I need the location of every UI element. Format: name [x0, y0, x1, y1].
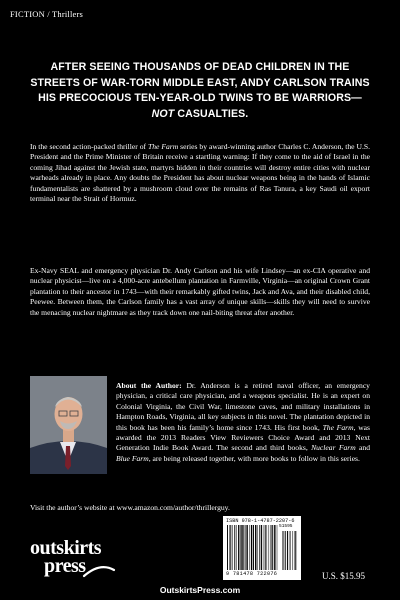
tagline-end: CASUALTIES. — [174, 107, 249, 120]
tagline-text: AFTER SEEING THOUSANDS OF DEAD CHILDREN IN THE STREETS OF WAR-TORN MIDDLE EAST, ANDY CARLSON TRAINS HIS PRECOCIOUS TEN-YEAR-OLD TWINS TO BE WARRIORS— — [30, 61, 370, 104]
about-text: and — [355, 443, 370, 453]
addon-bar — [283, 531, 284, 570]
price-addon-code: 51595 — [279, 524, 293, 529]
barcode-bar — [253, 525, 254, 570]
tagline-emphasis: NOT — [151, 107, 175, 120]
barcode-bar — [236, 525, 237, 570]
barcode-bar — [249, 525, 250, 570]
barcode-bar — [243, 525, 244, 570]
about-label: About the Author: — [116, 381, 182, 390]
barcode-bar — [272, 525, 273, 570]
category-label: FICTION / Thrillers — [10, 9, 84, 19]
about-text: , was awarded the 2013 Readers View Reviewers Choice Award and 2013 Next Generation Indie Book Award. The second and third books, — [116, 422, 371, 453]
price: U.S. $15.95 — [322, 571, 366, 581]
synopsis-paragraph-1 — [30, 142, 370, 204]
barcode-bar — [238, 525, 239, 570]
isbn-barcode — [223, 516, 301, 580]
author-photo — [30, 376, 107, 474]
barcode-bar — [265, 525, 266, 570]
about-the-author — [116, 381, 370, 464]
logo-text-line1: outskirts — [30, 537, 102, 559]
addon-bar — [289, 531, 290, 570]
isbn-text: ISBN 978-1-4787-2207-6 — [226, 518, 295, 524]
logo-text-line2: press — [44, 555, 86, 577]
barcode-bar — [277, 525, 278, 570]
synopsis-text: series by award-winning author Charles C. Anderson, the U.S. President and the Prime Minister of Britain receive a startling warning: If they come to the aid of Israel in the coming Jihad against the Jewish state, martyrs hidden in their countries will destroy entire cities with nuclear warheads already in place. Any doubts the President has about nuclear weapons being in the hands of Islamic fundamentalists are shattered by a mushroom cloud over the remains of Ras Tanura, a key Saudi oil export terminal near the Strait of Hormuz. — [30, 142, 370, 204]
barcode-bar — [246, 525, 247, 570]
barcode-bar — [227, 525, 228, 570]
barcode-bar — [229, 525, 230, 570]
addon-bar — [287, 531, 288, 570]
publisher-url: OutskirtsPress.com — [159, 585, 241, 595]
barcode-bar — [274, 525, 275, 570]
barcode-bar — [267, 525, 268, 570]
barcode-bar — [257, 525, 258, 570]
book-title: Nuclear Farm — [311, 443, 356, 453]
barcode-bar — [245, 525, 246, 570]
barcode-bar — [234, 525, 235, 570]
addon-bar — [295, 531, 296, 570]
book-title: Blue Farm — [116, 453, 149, 463]
series-title: The Farm — [147, 142, 179, 151]
barcode-bar — [232, 525, 233, 570]
barcode-bar — [269, 525, 270, 570]
ean-number: 9 781478 722076 — [226, 571, 278, 577]
barcode-bar — [259, 525, 260, 570]
publisher-logo — [30, 538, 120, 588]
book-title: The Farm — [322, 422, 354, 432]
barcode-bar — [255, 525, 256, 570]
barcode-bar — [241, 525, 242, 570]
barcode-bar — [230, 525, 231, 570]
barcode-bar — [271, 525, 272, 570]
synopsis-text: In the second action-packed thriller of — [30, 142, 148, 151]
about-text: , are being released together, with more books to follow in this series. — [148, 453, 360, 463]
synopsis-paragraph-2: Ex-Navy SEAL and emergency physician Dr. Andy Carlson and his wife Lindsey—an ex-CIA operative and nuclear physicist—live on a 4,000-acre antebellum plantation in Farmville, Virginia—an original Crown Grant plantation to their ancestor in 1743—with their remarkably gifted twins, Jack and Ava, and their disabled child, Peewee. Between them, the Carlson family has a vast array of unique skills—skills they will need to survive the menacing nuclear nightmare as they track down one nail-biting threat after another. — [30, 266, 370, 317]
barcode-bars — [226, 525, 298, 570]
addon-bar — [292, 531, 293, 570]
author-portrait-image — [30, 376, 107, 474]
barcode-bar — [240, 525, 241, 570]
barcode-bar — [251, 525, 252, 570]
about-text: Dr. Anderson is a retired naval officer, an emergency physician, a critical care physician, and a weapons specialist. He is an expert on Colonial Virginia, the Civil War, limestone caves, and military installations in Hampton Roads, Virginia, all key subjects in this novel. The plantation depicted in this book has been his family’s home since 1743. His first book, — [116, 381, 370, 432]
addon-bar — [294, 531, 295, 570]
addon-bar — [290, 531, 291, 570]
tagline — [30, 60, 370, 122]
logo-swoosh-icon — [82, 560, 116, 580]
addon-bar — [282, 531, 283, 570]
author-website: Visit the author’s website at www.amazon.com/author/thrillerguy. — [30, 503, 230, 512]
barcode-bar — [261, 525, 262, 570]
addon-bar — [285, 531, 286, 570]
barcode-bar — [263, 525, 264, 570]
